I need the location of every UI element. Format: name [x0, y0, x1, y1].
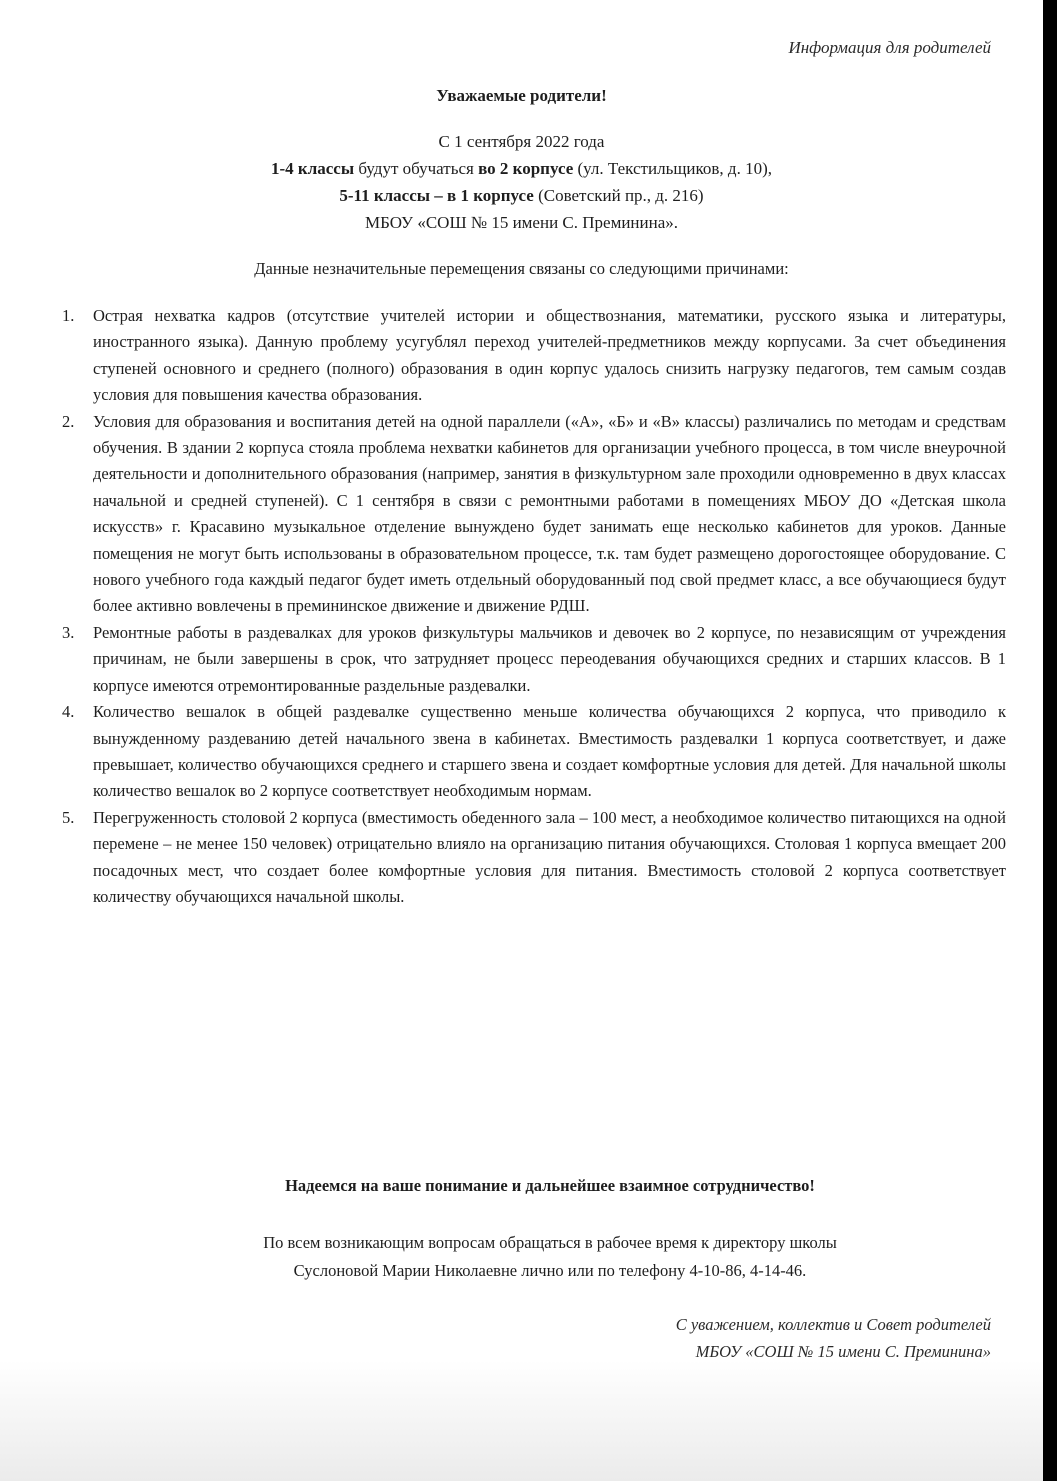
building-2: во 2 корпусе — [478, 159, 574, 178]
building-1-address: (Советский пр., д. 216) — [533, 186, 704, 205]
intro-grades-5-11-line — [0, 182, 1043, 209]
building-2-address: (ул. Текстильщиков, д. 10), — [573, 159, 772, 178]
reason-item — [62, 303, 1006, 409]
contact-block — [0, 1229, 1057, 1285]
reason-text: Острая нехватка кадров (отсутствие учителей истории и обществознания, математики, русского языка и литературы, иностранного языка). Данную проблему усугублял переход учителей-предметников между корпусами. За счет объединения ступеней основного и среднего (полного) образования в один корпус удалось снизить нагрузку педагогов, тем самым создав условия для повышения качества образования. — [93, 306, 1006, 405]
signature-line-2: МБОУ «СОШ № 15 имени С. Преминина» — [695, 1342, 991, 1361]
grades-5-11-building-1: 5-11 классы – в 1 корпусе — [339, 186, 534, 205]
reason-text: Ремонтные работы в раздевалках для уроков физкультуры мальчиков и девочек во 2 корпусе, по независящим от учреждения причинам, не были завершены в срок, что затрудняет процесс переодевания обучающихся средних и старших классов. В 1 корпусе имеются отремонтированные раздельные раздевалки. — [93, 622, 1006, 695]
reason-number: 3. — [62, 622, 75, 642]
contact-line-1: По всем возникающим вопросам обращаться в рабочее время к директору школы — [263, 1233, 837, 1252]
reason-number: 5. — [62, 807, 75, 827]
reasons-list — [62, 303, 1006, 910]
reason-number: 1. — [62, 306, 75, 325]
intro-date-line: С 1 сентября 2022 года — [438, 132, 605, 151]
reason-item — [62, 620, 1006, 699]
intro-text: будут обучаться — [354, 159, 479, 178]
reason-text: Условия для образования и воспитания детей на одной параллели («А», «Б» и «В» классы) различались по методам и средствам обучения. В здании 2 корпуса стояла проблема нехватки кабинетов для организации учебного процесса, в том числе внеурочной деятельности и дополнительного образования (например, занятия в физкультурном зале проходили одновременно в двух классах начальной и средней ступеней). С 1 сентября в связи с ремонтными работами в помещениях МБОУ ДО «Детская школа искусств» г. Красавино музыкальное отделение вынуждено будет занимать еще несколько кабинетов для уроков. Данные помещения не могут быть использованы в образовательном процессе, т.к. там будет размещено дорогостоящее оборудование. С нового учебного года каждый педагог будет иметь отдельный оборудованный под свой предмет класс, а все обучающиеся будут более активно вовлечены в премининское движение и движение РДШ. — [93, 411, 1006, 616]
reason-number: 2. — [62, 411, 75, 431]
reason-number: 4. — [62, 702, 75, 722]
reason-text: Количество вешалок в общей раздевалке существенно меньше количества обучающихся 2 корпуса, что приводило к вынужденному раздеванию детей начального звена в кабинетах. Вместимость раздевалки 1 корпуса соответствует, и даже превышает, количество обучающихся среднего и старшего звена и создает комфортные условия для детей. Для начальной школы количество вешалок во 2 корпусе соответствует необходимым нормам. — [93, 702, 1006, 801]
signature-block — [676, 1311, 991, 1365]
closing-statement: Надеемся на ваше понимание и дальнейшее взаимное сотрудничество! — [285, 1176, 815, 1195]
grades-1-4: 1-4 классы — [271, 159, 355, 178]
intro-grades-1-4-line — [0, 155, 1043, 182]
contact-line-2: Суслоновой Марии Николаевне лично или по телефону 4-10-86, 4-14-46. — [293, 1261, 807, 1280]
school-name-line: МБОУ «СОШ № 15 имени С. Преминина». — [364, 213, 679, 232]
reasons-lead: Данные незначительные перемещения связаны со следующими причинами: — [254, 259, 789, 278]
header-note: Информация для родителей — [788, 38, 991, 57]
reason-item — [62, 409, 1006, 620]
reason-text: Перегруженность столовой 2 корпуса (вместимость обеденного зала – 100 мест, а необходимое количество питающихся на одной перемене – не менее 150 человек) отрицательно влияло на организацию питания обучающихся. Столовая 1 корпуса вмещает 200 посадочных мест, что создает более комфортные условия для питания. Вместимость столовой 2 корпуса соответствует количеству обучающихся начальной школы. — [93, 807, 1006, 906]
signature-line-1: С уважением, коллектив и Совет родителей — [675, 1315, 991, 1334]
document-title: Уважаемые родители! — [436, 86, 607, 105]
intro-block — [0, 128, 1043, 236]
screen-edge-bar — [1043, 0, 1057, 1481]
reason-item — [62, 805, 1006, 911]
reason-item — [62, 699, 1006, 805]
